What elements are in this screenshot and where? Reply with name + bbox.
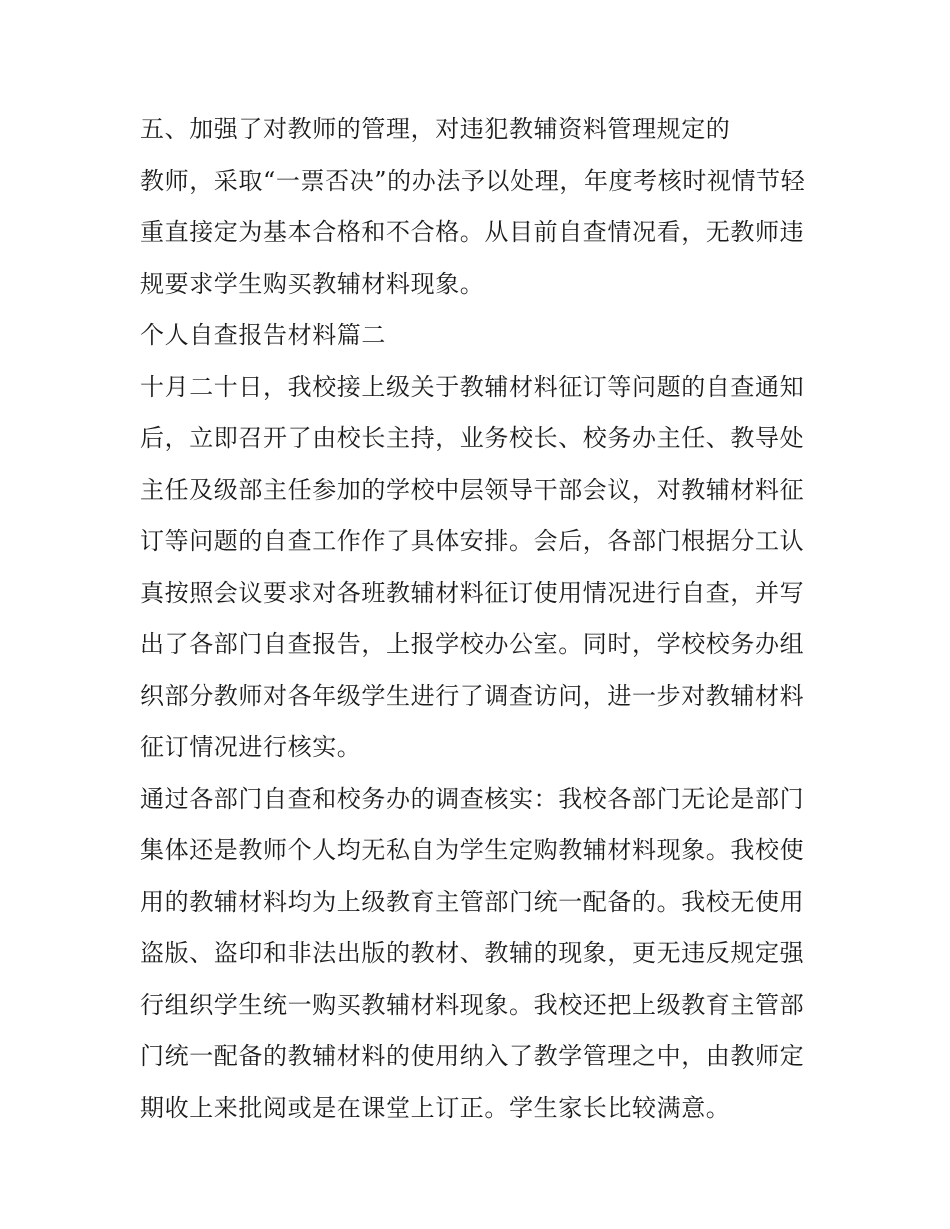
text-line: 真按照会议要求对各班教辅材料征订使用情况进行自查，并写 bbox=[140, 578, 805, 607]
text-line: 订等问题的自查工作作了具体安排。会后，各部门根据分工认 bbox=[140, 527, 805, 555]
text-line: 规要求学生购买教辅材料现象。 bbox=[140, 269, 485, 298]
text-line: 行组织学生统一购买教辅材料现象。我校还把上级教育主管部 bbox=[140, 990, 805, 1019]
text-line: 出了各部门自查报告，上报学校办公室。同时，学校校务办组 bbox=[140, 630, 805, 658]
text-line: 用的教辅材料均为上级教育主管部门统一配备的。我校无使用 bbox=[140, 887, 805, 916]
text-line: 通过各部门自查和校务办的调查核实：我校各部门无论是部门 bbox=[140, 784, 805, 813]
text-line: 织部分教师对各年级学生进行了调查访问，进一步对教辅材料 bbox=[140, 681, 805, 710]
text-line: 重直接定为基本合格和不合格。从目前自查情况看，无教师违 bbox=[140, 218, 805, 246]
text-line: 五、加强了对教师的管理，对违犯教辅资料管理规定的 bbox=[140, 115, 731, 143]
text-line: 十月二十日，我校接上级关于教辅材料征订等问题的自查通知 bbox=[140, 372, 805, 401]
section-heading: 个人自查报告材料篇二 bbox=[140, 321, 386, 349]
document-body bbox=[140, 104, 820, 1134]
text-line: 期收上来批阅或是在课堂上订正。学生家长比较满意。 bbox=[140, 1093, 731, 1122]
text-line: 盗版、盗印和非法出版的教材、教辅的现象，更无违反规定强 bbox=[140, 939, 805, 967]
text-line: 征订情况进行核实。 bbox=[140, 733, 362, 761]
text-line: 教师，采取“一票否决”的办法予以处理，年度考核时视情节轻 bbox=[140, 166, 806, 195]
text-line: 主任及级部主任参加的学校中层领导干部会议，对教辅材料征 bbox=[140, 475, 805, 504]
text-line: 后，立即召开了由校长主持，业务校长、校务办主任、教导处 bbox=[140, 424, 805, 452]
text-line: 集体还是教师个人均无私自为学生定购教辅材料现象。我校使 bbox=[140, 836, 805, 864]
text-line: 门统一配备的教辅材料的使用纳入了教学管理之中，由教师定 bbox=[140, 1042, 805, 1070]
